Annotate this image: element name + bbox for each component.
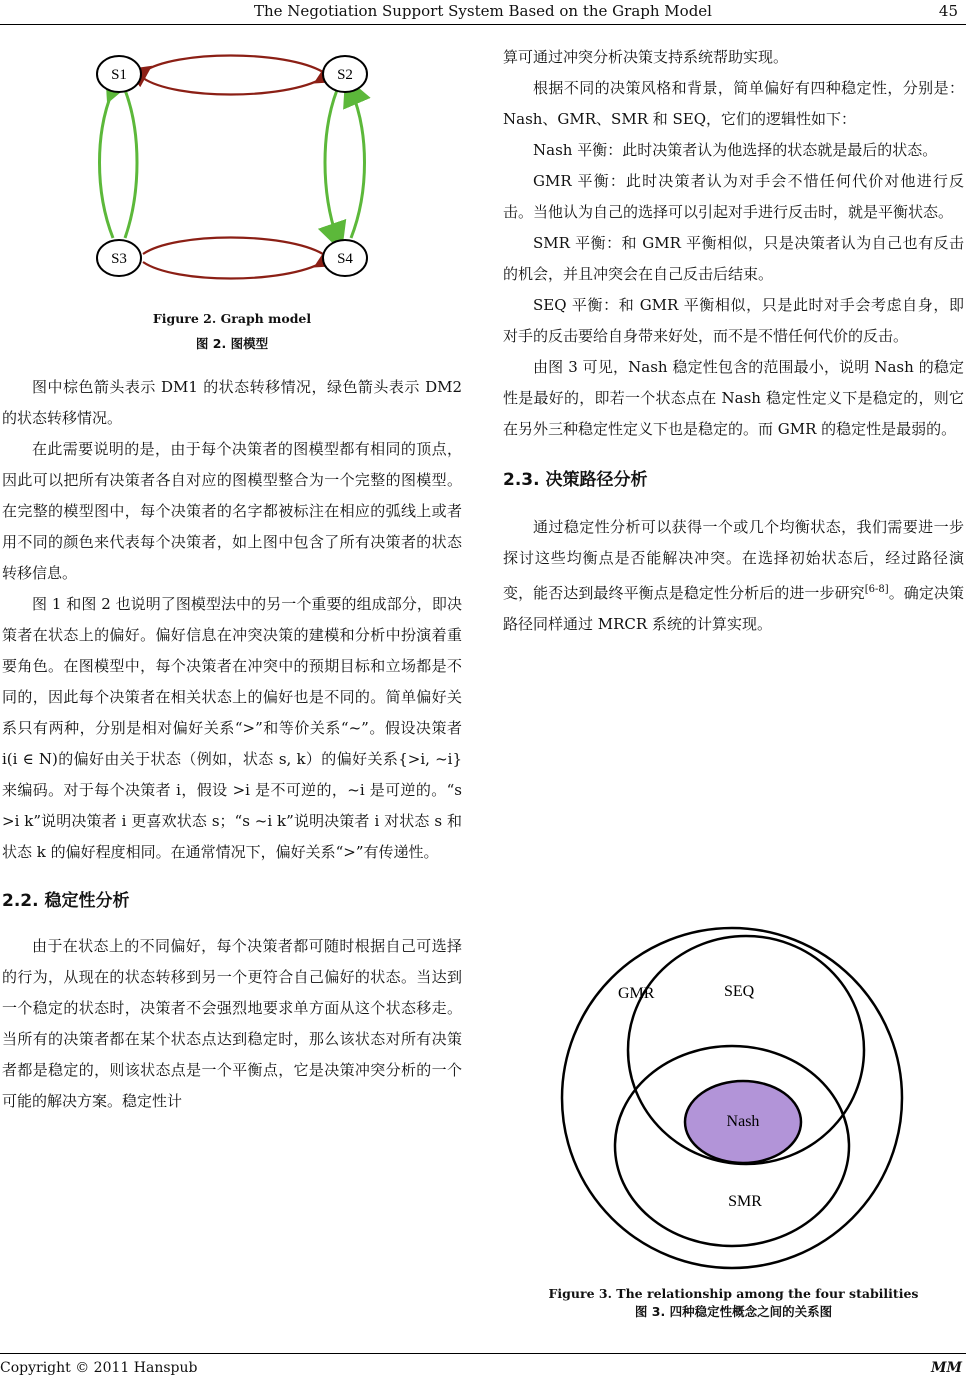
smr-label: SMR [728,1193,762,1210]
arc-s1-s3-left [100,90,114,238]
nash-label: Nash [726,1113,760,1130]
arc-s3-s4-top [143,238,323,255]
figure-3-stability-venn [548,922,922,1274]
figure-2-graph-model [85,42,385,292]
right-paragraph-2: Nash 平衡：此时决策者认为他选择的状态就是最后的状态。 [533,141,938,159]
left-paragraph-2: 在此需要说明的是，由于每个决策者的图模型都有相同的顶点，因此可以把所有决策者各自对应的图模型整合为一个完整的图模型。在完整的模型图中，每个决策者的名字都被标注在相应的弧线上或者用不同的颜色来代表每个决策者，如上图中包含了所有决策者的状态转移信息。 [2,440,462,582]
right-paragraph-6: 由图 3 可见，Nash 稳定性包含的范围最小，说明 Nash 的稳定性是最好的，即若一个状态点在 Nash 稳定性定义下是稳定的，则它在另外三种稳定性定义下也是稳定的。而 GMR 的稳定性是最弱的。 [503,358,964,438]
left-paragraph-3: 图 1 和图 2 也说明了图模型法中的另一个重要的组成部分，即决策者在状态上的偏好。偏好信息在冲突决策的建模和分析中扮演着重要角色。在图模型中，每个决策者在冲突中的预期目标和立场都是不同的，因此每个决策者在相关状态上的偏好也是不同的。简单偏好关系只有两种，分别是相对偏好关系“>”和等价关系“~”。假设决策者 i(i ∈ N)的偏好由关于状态（例如，状态 s, k）的偏好关系{>i, ~i}来编码。对于每个决策者 i，假设 >i 是不可逆的，~i 是可逆的。“s >i k”说明决策者 i 更喜欢状态 s；“s ~i k”说明决策者 i 对状态 s 和状态 k 的偏好程度相同。在通常情况下，偏好关系“>”有传递性。 [2,595,462,861]
arc-s4-s3-bottom [143,262,323,279]
footer-journal: MM [931,1360,962,1376]
right-paragraph-7: 通过稳定性分析可以获得一个或几个均衡状态，我们需要进一步探讨这些均衡点是否能解决冲突。在选择初始状态后，经过路径演变，能否达到最终平衡点是稳定性分析后的进一步研究[6-8]。确定决策路径同样通过 MRCR 系统的计算实现。 [503,518,964,633]
node-s4 [323,240,367,276]
figure-2-caption [60,310,404,353]
right-column [503,42,964,640]
right-paragraph-3: GMR 平衡：此时决策者认为对手会不惜任何代价对他进行反击。当他认为自己的选择可以引起对手进行反击时，就是平衡状态。 [503,172,964,221]
right-paragraph-4: SMR 平衡：和 GMR 平衡相似，只是决策者认为自己也有反击的机会，并且冲突会在自己反击后结束。 [503,234,964,283]
svg-text:S1: S1 [111,67,127,83]
footer-rule [0,1353,966,1354]
gmr-label: GMR [618,985,655,1002]
left-column [2,372,462,1117]
svg-text:S2: S2 [337,67,353,83]
left-paragraph-1: 图中棕色箭头表示 DM1 的状态转移情况，绿色箭头表示 DM2 的状态转移情况。 [2,378,462,427]
svg-text:S4: S4 [337,251,353,267]
figure-3-caption [503,1285,964,1321]
citation: [6-8] [864,584,889,595]
node-s1 [97,56,141,92]
seq-label: SEQ [724,983,755,1000]
arc-s1-s2-top [143,56,323,73]
right-paragraph-0: 算可通过冲突分析决策支持系统帮助实现。 [503,48,789,66]
arc-s3-s1-right [125,90,137,238]
arc-s2-s1-bottom [143,78,323,95]
figure-3-caption-zh: 图 3. 四种稳定性概念之间的关系图 [634,1304,833,1319]
footer-copyright: Copyright © 2011 Hanspub [0,1360,198,1376]
section-heading-2-3: 2.3. 决策路径分析 [503,470,648,490]
node-s3 [97,240,141,276]
figure-2-caption-zh: 图 2. 图模型 [195,336,269,351]
arc-s2-s4-left [325,90,337,238]
running-title: The Negotiation Support System Based on the Graph Model [254,2,712,20]
figure-2-caption-en: Figure 2. Graph model [152,311,312,326]
node-s2 [323,56,367,92]
section-heading-2-2: 2.2. 稳定性分析 [2,891,130,911]
svg-text:S3: S3 [111,251,127,267]
header-rule [0,24,966,25]
left-paragraph-4: 由于在状态上的不同偏好，每个决策者都可随时根据自己可选择的行为，从现在的状态转移到另一个更符合自己偏好的状态。当达到一个稳定的状态时，决策者不会强烈地要求单方面从这个状态移走。当所有的决策者都在某个状态点达到稳定时，那么该状态对所有决策者都是稳定的，则该状态点是一个平衡点，它是决策冲突分析的一个可能的解决方案。稳定性计 [2,937,462,1110]
arc-s4-s2-right [351,90,365,238]
right-paragraph-5: SEQ 平衡：和 GMR 平衡相似，只是此时对手会考虑自身，即对手的反击要给自身带来好处，而不是不惜任何代价的反击。 [503,296,964,345]
right-paragraph-1: 根据不同的决策风格和背景，简单偏好有四种稳定性，分别是：Nash、GMR、SMR 和 SEQ，它们的逻辑性如下： [503,79,964,128]
figure-3-caption-en: Figure 3. The relationship among the four stabilities [548,1286,919,1301]
page-number: 45 [938,2,958,20]
